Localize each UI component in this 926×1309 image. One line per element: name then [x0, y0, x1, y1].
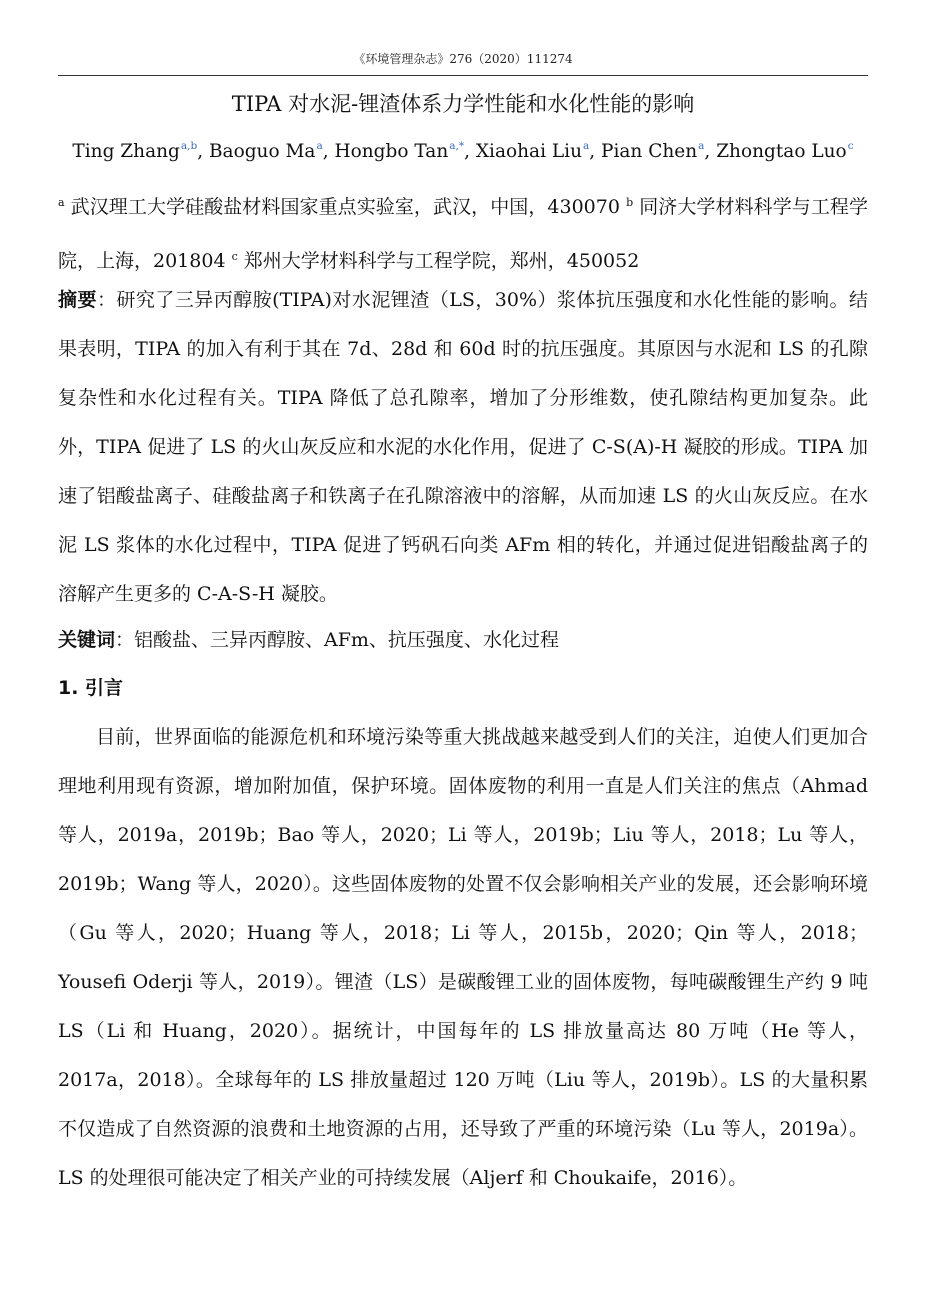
- author: Ting Zhang$^{a,b}$,: [72, 140, 209, 162]
- affiliation-b: 同济大学材料科学与工程学院，上海，201804: [58, 196, 868, 272]
- author: Baoguo Ma$^a$,: [208, 140, 335, 162]
- affiliation-mark-a: a: [58, 196, 65, 209]
- affiliation-a: 武汉理工大学硅酸盐材料国家重点实验室，武汉，中国，430070: [64, 196, 627, 218]
- affiliation-mark-b: b: [626, 196, 634, 209]
- abstract: [58, 276, 868, 619]
- affiliation-mark-c: c: [231, 250, 238, 263]
- abstract-text: ：研究了三异丙醇胺(TIPA)对水泥锂渣（LS，30%）浆体抗压强度和水化性能的影响。结果表明，TIPA 的加入有利于其在 7d、28d 和 60d 时的抗压强度。其原因与水泥和 LS 的孔隙复杂性和水化过程有关。TIPA 降低了总孔隙率，增加了分形维数，使孔隙结构更加复杂。此外，TIPA 促进了 LS 的火山灰反应和水泥的水化作用，促进了 C-S(A)-H 凝胶的形成。TIPA 加速了铝酸盐离子、硅酸盐离子和铁离子在孔隙溶液中的溶解，从而加速 LS 的火山灰反应。在水泥 LS 浆体的水化过程中，TIPA 促进了钙矾石向类 AFm 相的转化，并通过促进铝酸盐离子的溶解产生更多的 C-A-S-H 凝胶。: [58, 289, 868, 605]
- keywords: [58, 616, 868, 665]
- affiliations: [58, 178, 868, 276]
- affiliation-c: 郑州大学材料科学与工程学院，郑州，450052: [237, 250, 640, 272]
- keywords-text: ：铝酸盐、三异丙醇胺、AFm、抗压强度、水化过程: [115, 629, 559, 651]
- running-header: 《环境管理杂志》276（2020）111274: [353, 52, 573, 66]
- abstract-label: 摘要: [58, 289, 97, 311]
- header-rule: [58, 75, 868, 76]
- introduction-paragraph: 目前，世界面临的能源危机和环境污染等重大挑战越来越受到人们的关注，迫使人们更加合理地利用现有资源，增加附加值，保护环境。固体废物的利用一直是人们关注的焦点（Ahmad 等人，2019a，2019b；Bao 等人，2020；Li 等人，2019b；Liu 等人，2018；Lu 等人，2019b；Wang 等人，2020）。这些固体废物的处置不仅会影响相关产业的发展，还会影响环境（Gu 等人，2020；Huang 等人，2018；Li 等人，2015b，2020；Qin 等人，2018；Yousefi Oderji 等人，2019）。锂渣（LS）是碳酸锂工业的固体废物，每吨碳酸锂生产约 9 吨 LS（Li 和 Huang，2020）。据统计，中国每年的 LS 排放量高达 80 万吨（He 等人，2017a，2018）。全球每年的 LS 排放量超过 120 万吨（Liu 等人，2019b）。LS 的大量积累不仅造成了自然资源的浪费和土地资源的占用，还导致了严重的环境污染（Lu 等人，2019a）。LS 的处理很可能决定了相关产业的可持续发展（Aljerf 和 Choukaife，2016）。: [58, 726, 868, 1189]
- author-list: [58, 140, 868, 162]
- section-heading-introduction: 1. 引言: [58, 677, 124, 699]
- author: Hongbo Tan$^{a,*}$,: [334, 140, 476, 162]
- author: Zhongtao Luo$^c$: [716, 140, 854, 162]
- author: Pian Chen$^a$,: [601, 140, 717, 162]
- keywords-label: 关键词: [58, 629, 116, 651]
- author: Xiaohai Liu$^a$,: [475, 140, 602, 162]
- paper-title: TIPA 对水泥-锂渣体系力学性能和水化性能的影响: [231, 92, 695, 116]
